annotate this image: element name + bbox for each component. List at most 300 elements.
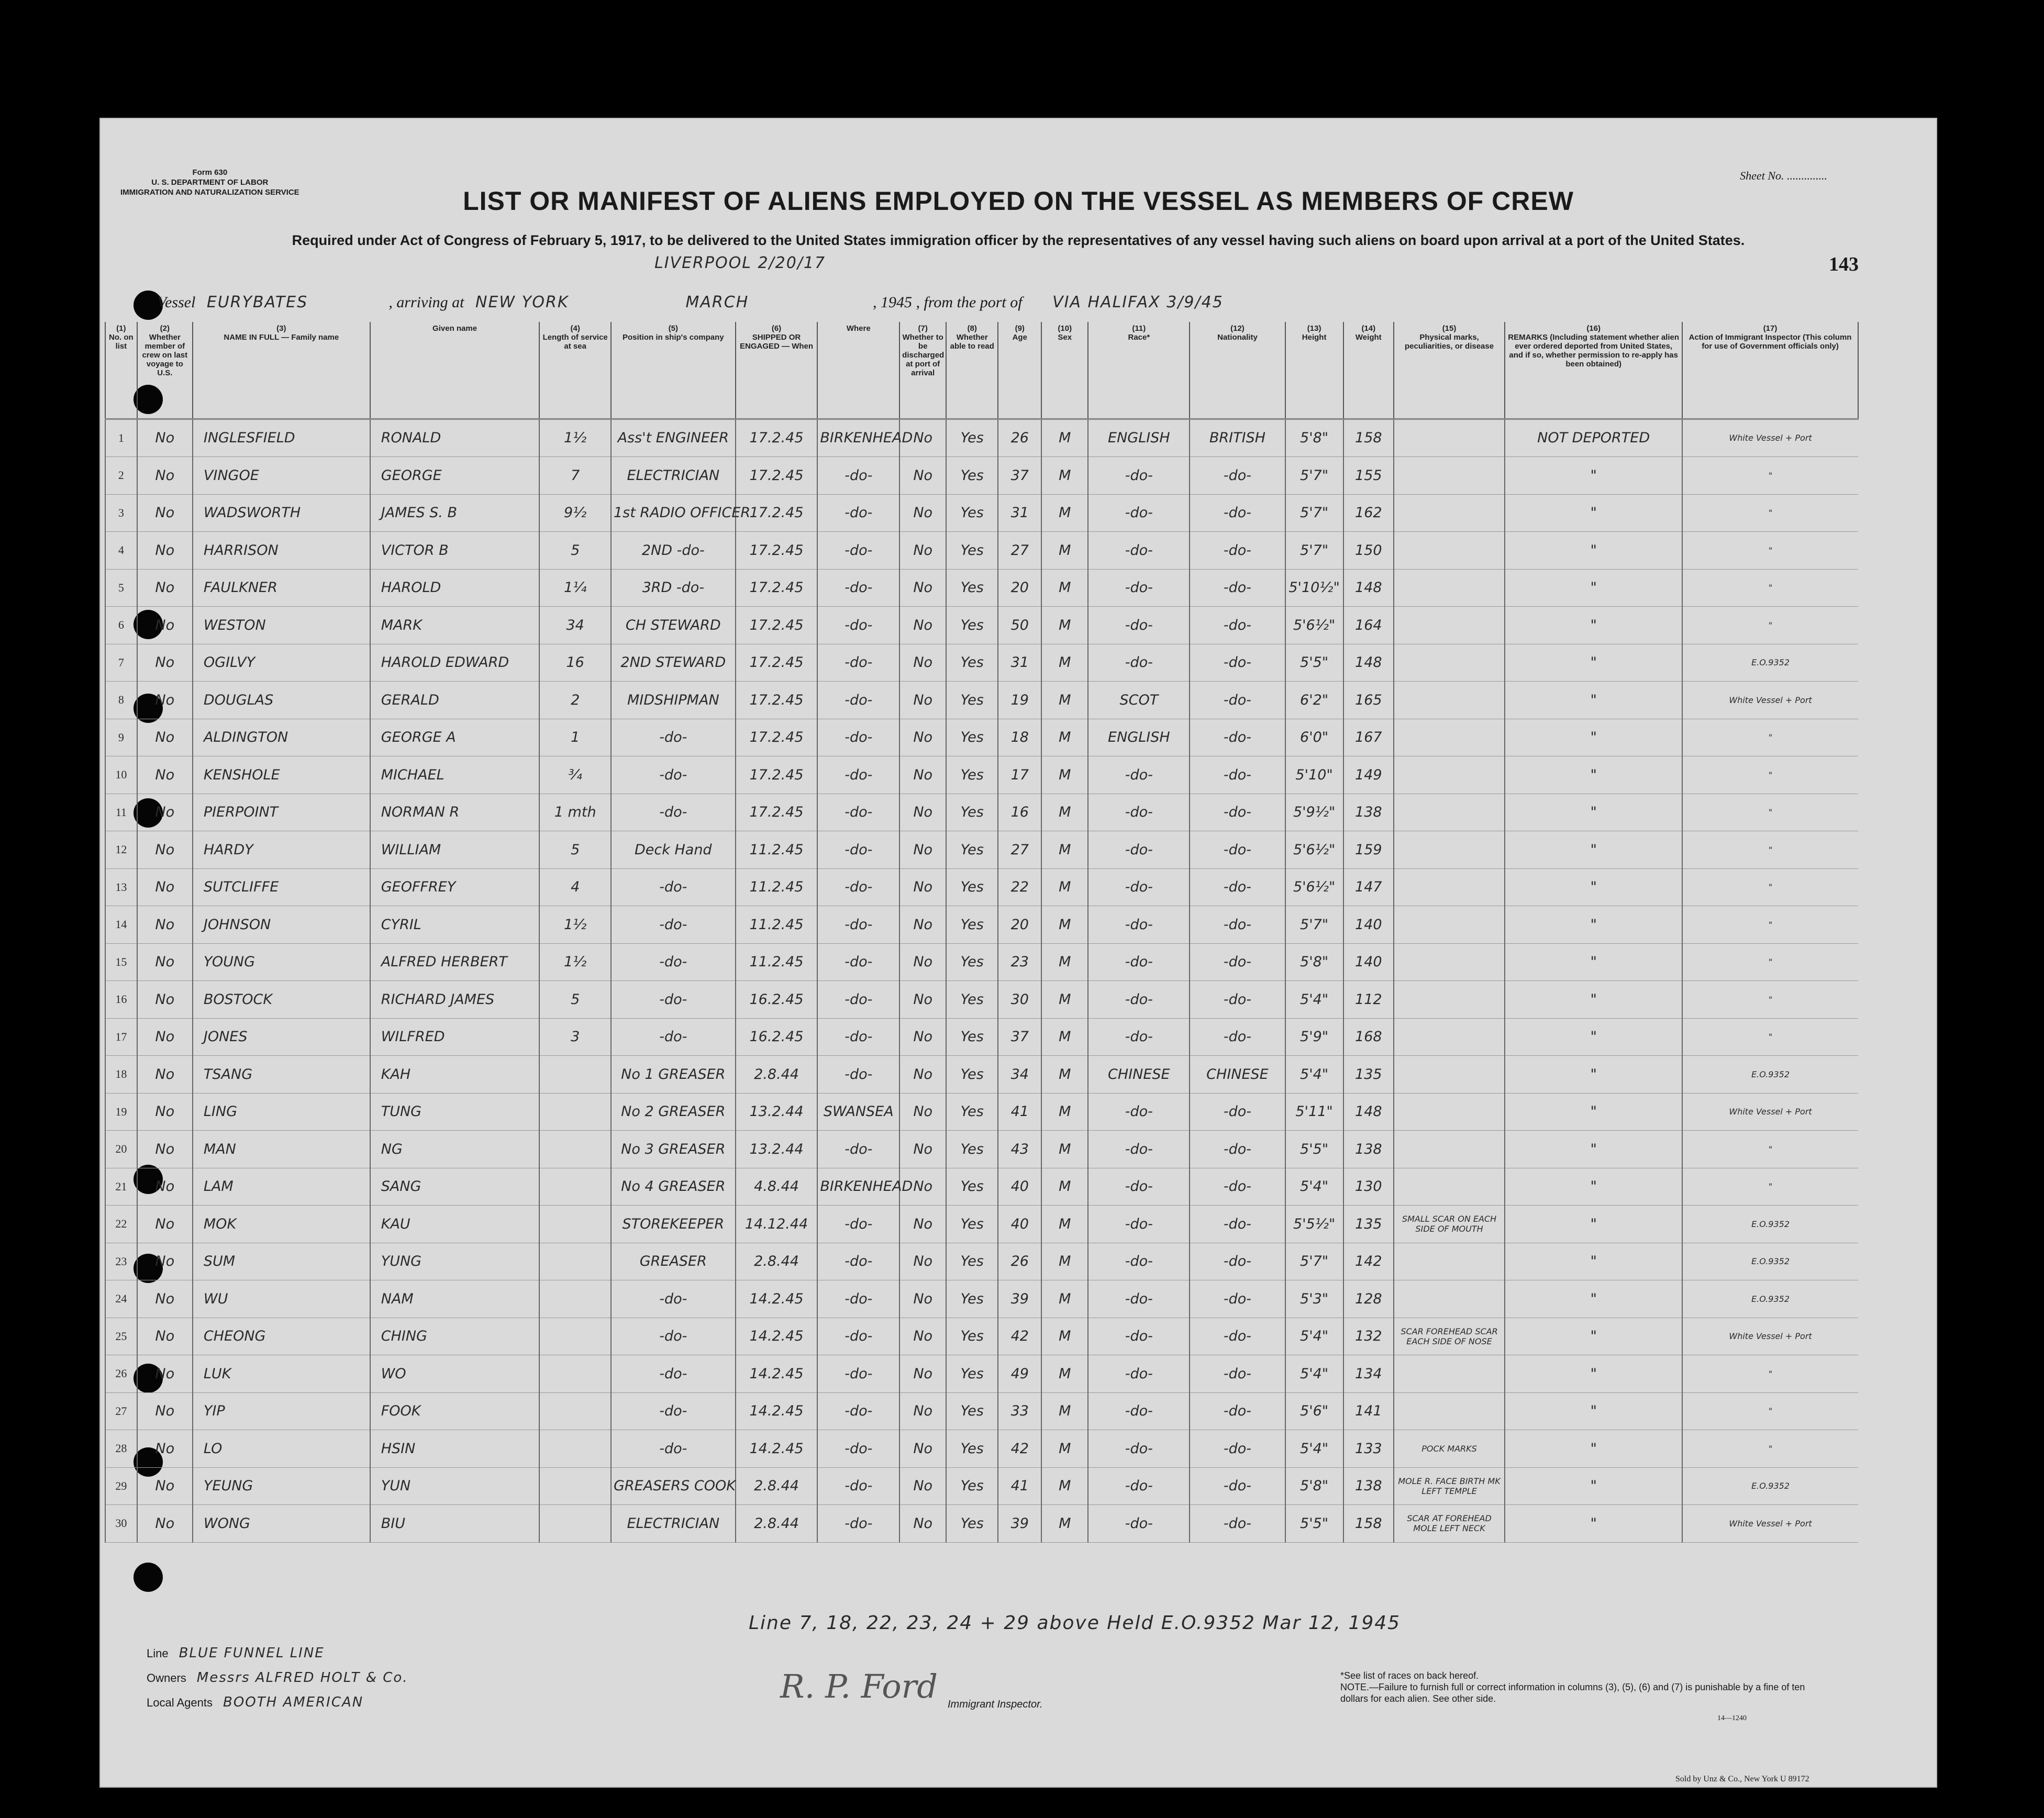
remarks-cell: " [1505,794,1682,831]
position-cell: -do- [611,1355,736,1393]
shipped-when-cell: 17.2.45 [736,494,818,532]
row-number-cell: 24 [105,1280,137,1318]
age-cell: 27 [998,831,1041,869]
weight-cell: 128 [1343,1280,1394,1318]
physical-marks-cell [1394,1018,1505,1056]
race-cell: SCOT [1088,682,1190,719]
age-cell: 40 [998,1206,1041,1243]
crew-last-voyage-cell: No [137,682,193,719]
physical-marks-cell [1394,831,1505,869]
crew-last-voyage-cell: No [137,943,193,981]
table-row [105,1430,1858,1468]
physical-marks-cell [1394,1243,1505,1280]
family-name-cell: SUTCLIFFE [193,868,370,906]
weight-cell: 147 [1343,868,1394,906]
row-number-cell: 9 [105,719,137,756]
vessel-line [157,293,1224,311]
remarks-cell: " [1505,1018,1682,1056]
race-cell: -do- [1088,532,1190,570]
crew-last-voyage-cell: No [137,644,193,682]
col-header: Where [817,322,899,419]
service-at-sea-cell [539,1131,611,1168]
shipped-when-cell: 16.2.45 [736,1018,818,1056]
inspector-action-cell: " [1682,981,1858,1019]
remarks-cell: " [1505,532,1682,570]
shipped-where-cell: -do- [817,607,899,644]
discharged-cell: No [899,607,946,644]
age-cell: 41 [998,1093,1041,1131]
physical-marks-cell [1394,868,1505,906]
able-to-read-cell: Yes [946,1168,998,1206]
col-header: (12) Nationality [1190,322,1285,419]
nationality-cell: -do- [1190,569,1285,607]
sex-cell: M [1041,569,1088,607]
age-cell: 41 [998,1467,1041,1505]
family-name-cell: VINGOE [193,457,370,495]
service-at-sea-cell [539,1318,611,1355]
nationality-cell: -do- [1190,1467,1285,1505]
nationality-cell: -do- [1190,1430,1285,1468]
crew-last-voyage-cell: No [137,1280,193,1318]
service-at-sea-cell [539,1355,611,1393]
remarks-cell: " [1505,868,1682,906]
height-cell: 6'2" [1285,682,1343,719]
age-cell: 30 [998,981,1041,1019]
family-name-cell: PIERPOINT [193,794,370,831]
weight-cell: 165 [1343,682,1394,719]
able-to-read-cell: Yes [946,1131,998,1168]
shipped-when-cell: 13.2.44 [736,1131,818,1168]
service-at-sea-cell: 4 [539,868,611,906]
service-at-sea-cell: 1 [539,719,611,756]
table-row [105,1093,1858,1131]
race-cell: -do- [1088,457,1190,495]
race-cell: -do- [1088,794,1190,831]
discharged-cell: No [899,1243,946,1280]
table-row [105,943,1858,981]
position-cell: Ass't ENGINEER [611,419,736,457]
physical-marks-cell [1394,419,1505,457]
service-at-sea-cell [539,1280,611,1318]
physical-marks-cell: SMALL SCAR ON EACH SIDE OF MOUTH [1394,1206,1505,1243]
shipped-when-cell: 17.2.45 [736,569,818,607]
weight-cell: 135 [1343,1056,1394,1094]
shipped-when-cell: 16.2.45 [736,981,818,1019]
from-port-line2: VIA HALIFAX 3/9/45 [1052,293,1224,311]
remarks-cell: " [1505,906,1682,944]
agents-name: BOOTH AMERICAN [223,1694,364,1710]
crew-last-voyage-cell: No [137,1206,193,1243]
inspector-action-cell: " [1682,457,1858,495]
weight-cell: 138 [1343,1467,1394,1505]
position-cell: GREASER [611,1243,736,1280]
given-name-cell: NAM [370,1280,540,1318]
col-header: (14) Weight [1343,322,1394,419]
given-name-cell: KAU [370,1206,540,1243]
race-cell: -do- [1088,1206,1190,1243]
col-header: (10) Sex [1041,322,1088,419]
table-row [105,1392,1858,1430]
footnotes [1340,1670,1812,1704]
crew-last-voyage-cell: No [137,719,193,756]
physical-marks-cell [1394,906,1505,944]
inspector-action-cell: E.O.9352 [1682,1206,1858,1243]
position-cell: -do- [611,794,736,831]
weight-cell: 140 [1343,943,1394,981]
sex-cell: M [1041,794,1088,831]
inspector-action-cell: E.O.9352 [1682,644,1858,682]
position-cell: -do- [611,906,736,944]
height-cell: 5'6" [1285,1392,1343,1430]
shipped-where-cell: SWANSEA [817,1093,899,1131]
remarks-cell: " [1505,1392,1682,1430]
shipped-when-cell: 17.2.45 [736,457,818,495]
sex-cell: M [1041,1018,1088,1056]
crew-last-voyage-cell: No [137,1131,193,1168]
table-row [105,494,1858,532]
vessel-name: EURYBATES [206,293,308,311]
position-cell: ELECTRICIAN [611,457,736,495]
given-name-cell: HAROLD EDWARD [370,644,540,682]
col-header: (11) Race* [1088,322,1190,419]
page-number: 143 [1829,253,1859,275]
nationality-cell: -do- [1190,794,1285,831]
able-to-read-cell: Yes [946,607,998,644]
race-cell: -do- [1088,1355,1190,1393]
given-name-cell: NORMAN R [370,794,540,831]
discharged-cell: No [899,1430,946,1468]
family-name-cell: HARDY [193,831,370,869]
given-name-cell: FOOK [370,1392,540,1430]
family-name-cell: DOUGLAS [193,682,370,719]
discharged-cell: No [899,457,946,495]
nationality-cell: -do- [1190,943,1285,981]
discharged-cell: No [899,569,946,607]
manifest-sheet [99,118,1937,1788]
nationality-cell: BRITISH [1190,419,1285,457]
position-cell: -do- [611,981,736,1019]
sex-cell: M [1041,419,1088,457]
remarks-cell: " [1505,943,1682,981]
given-name-cell: GEOFFREY [370,868,540,906]
height-cell: 5'7" [1285,494,1343,532]
height-cell: 5'7" [1285,457,1343,495]
remarks-cell: " [1505,457,1682,495]
able-to-read-cell: Yes [946,831,998,869]
discharged-cell: No [899,419,946,457]
discharged-cell: No [899,1168,946,1206]
table-row [105,457,1858,495]
shipped-when-cell: 2.8.44 [736,1243,818,1280]
service-at-sea-cell: 5 [539,831,611,869]
physical-marks-cell [1394,756,1505,794]
nationality-cell: -do- [1190,682,1285,719]
sheet-number: Sheet No. .............. [1740,169,1827,182]
sex-cell: M [1041,1056,1088,1094]
given-name-cell: YUN [370,1467,540,1505]
given-name-cell: GEORGE [370,457,540,495]
shipped-when-cell: 14.12.44 [736,1206,818,1243]
age-cell: 39 [998,1505,1041,1543]
inspector-action-cell: " [1682,943,1858,981]
position-cell: No 1 GREASER [611,1056,736,1094]
crew-last-voyage-cell: No [137,1430,193,1468]
given-name-cell: JAMES S. B [370,494,540,532]
nationality-cell: -do- [1190,1355,1285,1393]
discharged-cell: No [899,1093,946,1131]
shipped-when-cell: 17.2.45 [736,794,818,831]
shipped-when-cell: 13.2.44 [736,1093,818,1131]
shipped-where-cell: -do- [817,457,899,495]
physical-marks-cell [1394,1392,1505,1430]
inspector-action-cell: " [1682,794,1858,831]
physical-marks-cell [1394,532,1505,570]
remarks-cell: " [1505,682,1682,719]
age-cell: 19 [998,682,1041,719]
shipped-where-cell: -do- [817,906,899,944]
race-cell: -do- [1088,868,1190,906]
family-name-cell: OGILVY [193,644,370,682]
position-cell: -do- [611,1392,736,1430]
row-number-cell: 3 [105,494,137,532]
age-cell: 31 [998,494,1041,532]
row-number-cell: 16 [105,981,137,1019]
inspector-action-cell: White Vessel + Port [1682,1318,1858,1355]
shipped-when-cell: 17.2.45 [736,607,818,644]
inspector-action-cell: " [1682,494,1858,532]
sex-cell: M [1041,1505,1088,1543]
table-row [105,1243,1858,1280]
weight-cell: 135 [1343,1206,1394,1243]
age-cell: 26 [998,1243,1041,1280]
row-number-cell: 4 [105,532,137,570]
family-name-cell: YEUNG [193,1467,370,1505]
able-to-read-cell: Yes [946,943,998,981]
position-cell: 2ND -do- [611,532,736,570]
discharged-cell: No [899,1318,946,1355]
age-cell: 50 [998,607,1041,644]
remarks-cell: " [1505,831,1682,869]
weight-cell: 142 [1343,1243,1394,1280]
given-name-cell: TUNG [370,1093,540,1131]
weight-cell: 159 [1343,831,1394,869]
discharged-cell: No [899,1467,946,1505]
form-number: Form 630 [192,168,228,177]
col-header: (6) SHIPPED OR ENGAGED — When [736,322,818,419]
discharged-cell: No [899,906,946,944]
line-name: BLUE FUNNEL LINE [179,1645,325,1661]
physical-marks-cell: MOLE R. FACE BIRTH MK LEFT TEMPLE [1394,1467,1505,1505]
table-row [105,906,1858,944]
crew-last-voyage-cell: No [137,1355,193,1393]
given-name-cell: WO [370,1355,540,1393]
given-name-cell: HSIN [370,1430,540,1468]
nationality-cell: -do- [1190,1318,1285,1355]
physical-marks-cell [1394,719,1505,756]
remarks-cell: " [1505,1093,1682,1131]
inspector-action-cell: " [1682,831,1858,869]
row-number-cell: 25 [105,1318,137,1355]
col-header: (16) REMARKS (Including statement whether alien ever ordered deported from United States, and if so, whether permission to re-apply has been obtained) [1505,322,1682,419]
table-row [105,831,1858,869]
family-name-cell: MOK [193,1206,370,1243]
row-number-cell: 2 [105,457,137,495]
sex-cell: M [1041,719,1088,756]
inspector-action-cell: " [1682,532,1858,570]
position-cell: 2ND STEWARD [611,644,736,682]
position-cell: -do- [611,1318,736,1355]
physical-marks-cell: SCAR FOREHEAD SCAR EACH SIDE OF NOSE [1394,1318,1505,1355]
position-cell: No 3 GREASER [611,1131,736,1168]
service-at-sea-cell: 1 mth [539,794,611,831]
nationality-cell: -do- [1190,532,1285,570]
crew-last-voyage-cell: No [137,1056,193,1094]
family-name-cell: FAULKNER [193,569,370,607]
service-at-sea-cell [539,1243,611,1280]
able-to-read-cell: Yes [946,1318,998,1355]
physical-marks-cell [1394,1355,1505,1393]
weight-cell: 150 [1343,532,1394,570]
physical-marks-cell: POCK MARKS [1394,1430,1505,1468]
sex-cell: M [1041,457,1088,495]
service-at-sea-cell [539,1056,611,1094]
crew-last-voyage-cell: No [137,981,193,1019]
nationality-cell: -do- [1190,868,1285,906]
given-name-cell: ALFRED HERBERT [370,943,540,981]
sex-cell: M [1041,981,1088,1019]
position-cell: Deck Hand [611,831,736,869]
shipped-when-cell: 17.2.45 [736,532,818,570]
shipped-when-cell: 11.2.45 [736,943,818,981]
nationality-cell: -do- [1190,1392,1285,1430]
race-cell: -do- [1088,831,1190,869]
table-row [105,1318,1858,1355]
agents-row: Local Agents BOOTH AMERICAN [147,1694,364,1710]
height-cell: 5'7" [1285,906,1343,944]
discharged-cell: No [899,1206,946,1243]
inspector-signature: R. P. Ford [780,1667,938,1705]
remarks-cell: " [1505,1467,1682,1505]
service-at-sea-cell [539,1168,611,1206]
weight-cell: 112 [1343,981,1394,1019]
crew-last-voyage-cell: No [137,532,193,570]
remarks-cell: NOT DEPORTED [1505,419,1682,457]
age-cell: 43 [998,1131,1041,1168]
sex-cell: M [1041,1093,1088,1131]
family-name-cell: CHEONG [193,1318,370,1355]
discharged-cell: No [899,1355,946,1393]
shipped-when-cell: 14.2.45 [736,1430,818,1468]
position-cell: -do- [611,868,736,906]
age-cell: 16 [998,794,1041,831]
nationality-cell: -do- [1190,831,1285,869]
shipped-where-cell: -do- [817,1430,899,1468]
able-to-read-cell: Yes [946,794,998,831]
able-to-read-cell: Yes [946,756,998,794]
height-cell: 5'5" [1285,1505,1343,1543]
age-cell: 40 [998,1168,1041,1206]
nationality-cell: -do- [1190,607,1285,644]
age-cell: 18 [998,719,1041,756]
remarks-cell: " [1505,1280,1682,1318]
owners-row: Owners Messrs ALFRED HOLT & Co. [147,1670,408,1686]
shipped-where-cell: -do- [817,868,899,906]
shipped-where-cell: -do- [817,682,899,719]
table-row [105,1056,1858,1094]
able-to-read-cell: Yes [946,1056,998,1094]
arrival-month: MARCH [685,293,749,311]
discharged-cell: No [899,682,946,719]
position-cell: -do- [611,719,736,756]
service-at-sea-cell: 3 [539,1018,611,1056]
row-number-cell: 18 [105,1056,137,1094]
inspector-action-cell: E.O.9352 [1682,1280,1858,1318]
row-number-cell: 19 [105,1093,137,1131]
shipped-when-cell: 14.2.45 [736,1355,818,1393]
position-cell: ELECTRICIAN [611,1505,736,1543]
age-cell: 26 [998,419,1041,457]
family-name-cell: LAM [193,1168,370,1206]
physical-marks-cell: SCAR AT FOREHEAD MOLE LEFT NECK [1394,1505,1505,1543]
shipped-where-cell: -do- [817,1318,899,1355]
inspector-action-cell: " [1682,719,1858,756]
shipped-where-cell: -do- [817,943,899,981]
shipped-when-cell: 11.2.45 [736,906,818,944]
row-number-cell: 10 [105,756,137,794]
age-cell: 20 [998,906,1041,944]
table-row [105,1280,1858,1318]
family-name-cell: WONG [193,1505,370,1543]
race-cell: -do- [1088,1131,1190,1168]
crew-last-voyage-cell: No [137,1093,193,1131]
sex-cell: M [1041,532,1088,570]
sex-cell: M [1041,831,1088,869]
discharged-cell: No [899,494,946,532]
able-to-read-cell: Yes [946,1467,998,1505]
height-cell: 5'5" [1285,644,1343,682]
sex-cell: M [1041,756,1088,794]
able-to-read-cell: Yes [946,644,998,682]
given-name-cell: GERALD [370,682,540,719]
remarks-cell: " [1505,569,1682,607]
line-row: Line BLUE FUNNEL LINE [147,1645,325,1661]
crew-last-voyage-cell: No [137,1392,193,1430]
nationality-cell: -do- [1190,981,1285,1019]
inspector-label: Immigrant Inspector. [948,1699,1043,1710]
inspector-action-cell: White Vessel + Port [1682,1505,1858,1543]
page-title: LIST OR MANIFEST OF ALIENS EMPLOYED ON THE VESSEL AS MEMBERS OF CREW [463,186,1574,216]
service-at-sea-cell: 9½ [539,494,611,532]
height-cell: 5'7" [1285,1243,1343,1280]
family-name-cell: YOUNG [193,943,370,981]
position-cell: STOREKEEPER [611,1206,736,1243]
age-cell: 23 [998,943,1041,981]
shipped-when-cell: 14.2.45 [736,1318,818,1355]
height-cell: 5'10½" [1285,569,1343,607]
sex-cell: M [1041,1280,1088,1318]
family-name-cell: INGLESFIELD [193,419,370,457]
sex-cell: M [1041,1392,1088,1430]
race-cell: -do- [1088,1168,1190,1206]
nationality-cell: -do- [1190,719,1285,756]
physical-marks-cell [1394,569,1505,607]
height-cell: 5'6½" [1285,607,1343,644]
shipped-where-cell: -do- [817,569,899,607]
inspector-action-cell: " [1682,906,1858,944]
shipped-where-cell: -do- [817,1280,899,1318]
physical-marks-cell [1394,682,1505,719]
given-name-cell: HAROLD [370,569,540,607]
